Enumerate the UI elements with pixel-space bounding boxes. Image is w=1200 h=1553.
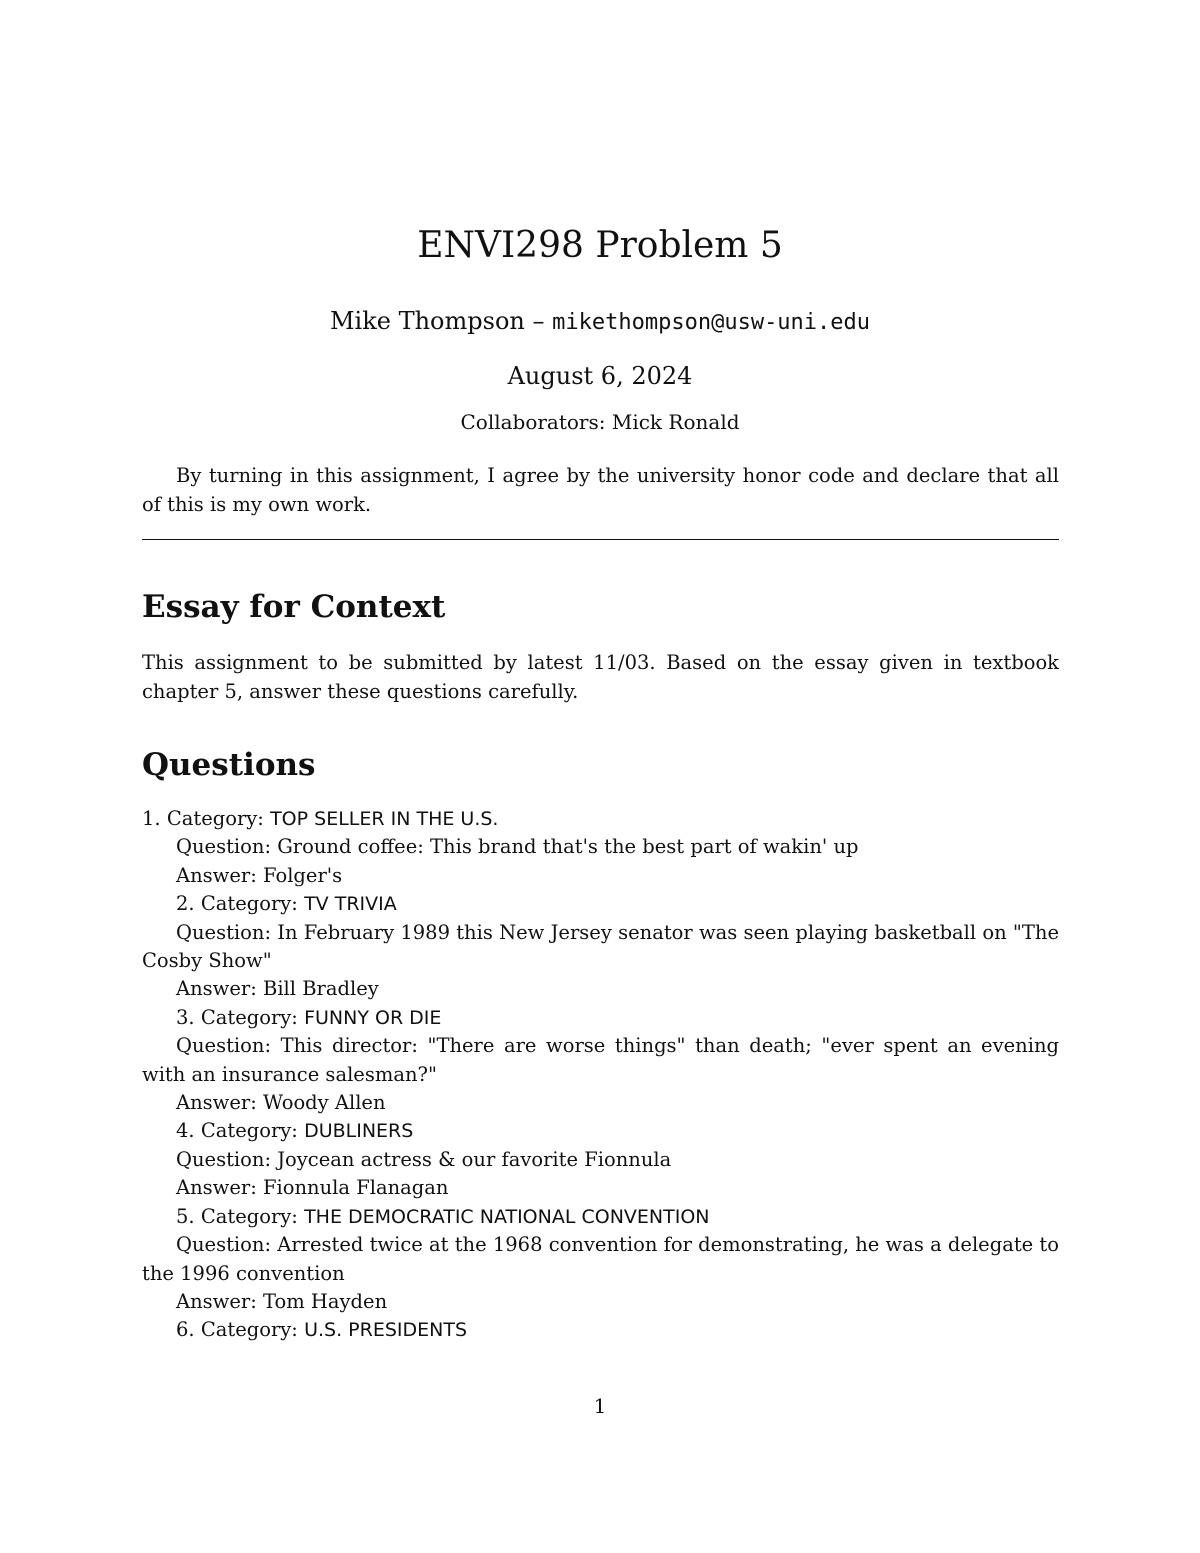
category-line: [142, 1316, 1059, 1344]
question-line: [142, 1032, 1059, 1089]
author-email[interactable]: mikethompson@usw-uni.edu: [552, 310, 871, 335]
author-name: Mike Thompson: [329, 307, 525, 335]
answer-line: [142, 862, 1059, 890]
item-number: 4.: [176, 1119, 201, 1143]
question-prefix: Question:: [176, 1034, 281, 1058]
question-text: This director: "There are worse things" than death; "ever spent an evening with an insurance salesman?": [142, 1034, 1059, 1086]
question-text: Joycean actress & our favorite Fionnula: [277, 1147, 672, 1171]
question-prefix: Question:: [176, 920, 278, 944]
item-number: 5.: [176, 1204, 201, 1228]
questions-heading: Questions: [142, 747, 316, 783]
item-number: 3.: [176, 1005, 201, 1029]
answer-line: [142, 1174, 1059, 1202]
category-value: THE DEMOCRATIC NATIONAL CONVENTION: [304, 1205, 710, 1228]
question-prefix: Question:: [176, 1233, 278, 1257]
answer-prefix: Answer:: [176, 1289, 263, 1313]
category-line: [142, 1117, 1059, 1145]
category-value: TOP SELLER IN THE U.S.: [270, 808, 499, 830]
question-line: [142, 1146, 1059, 1174]
category-line: [142, 890, 1059, 918]
collaborators: Collaborators: Mick Ronald: [460, 410, 740, 434]
page-number: 1: [593, 1394, 607, 1418]
category-value: FUNNY OR DIE: [304, 1006, 442, 1029]
category-prefix: Category:: [200, 1005, 305, 1029]
question-text: In February 1989 this New Jersey senator was seen playing basketball on "The Cosby Show": [142, 920, 1060, 973]
answer-text: Woody Allen: [262, 1091, 386, 1115]
answer-line: [142, 975, 1059, 1003]
answer-line: [142, 1288, 1059, 1316]
question-line: [142, 833, 1059, 861]
question-prefix: Question:: [176, 835, 278, 859]
questions-section: [142, 745, 1059, 785]
answer-text: Bill Bradley: [262, 977, 379, 1001]
horizontal-rule: [142, 539, 1059, 540]
question-line: [142, 919, 1059, 976]
document-title: ENVI298 Problem 5: [417, 225, 783, 266]
category-prefix: Category:: [166, 807, 271, 830]
answer-text: Folger's: [262, 863, 343, 887]
category-value: TV TRIVIA: [304, 893, 397, 916]
answer-text: Fionnula Flanagan: [262, 1176, 449, 1200]
category-value: U.S. PRESIDENTS: [304, 1319, 468, 1342]
answer-text: Tom Hayden: [262, 1289, 388, 1313]
question-text: Arrested twice at the 1968 convention for demonstrating, he was a delegate to the 1996 convention: [142, 1233, 1059, 1285]
category-prefix: Category:: [200, 892, 305, 916]
document-date: August 6, 2024: [507, 362, 693, 390]
answer-line: [142, 1089, 1059, 1117]
author-separator: –: [532, 307, 545, 335]
category-prefix: Category:: [200, 1119, 305, 1143]
item-number: 1.: [142, 807, 167, 830]
answer-prefix: Answer:: [176, 977, 263, 1001]
category-prefix: Category:: [200, 1204, 305, 1228]
item-number: 6.: [176, 1318, 201, 1342]
category-value: DUBLINERS: [304, 1120, 414, 1143]
answer-prefix: Answer:: [176, 863, 263, 887]
essay-text: This assignment to be submitted by latest 11/03. Based on the essay given in textbook chapter 5, answer these questions carefully.: [142, 651, 1059, 703]
author-line: [0, 305, 1200, 339]
question-line: [142, 1231, 1059, 1288]
essay-heading: Essay for Context: [142, 589, 446, 625]
category-line: [142, 1203, 1059, 1231]
honor-statement: By turning in this assignment, I agree by the university honor code and declare that all of this is my own work.: [142, 464, 1059, 516]
category-prefix: Category:: [200, 1318, 305, 1342]
question-prefix: Question:: [176, 1147, 278, 1171]
answer-prefix: Answer:: [176, 1091, 263, 1115]
essay-section: [142, 587, 1059, 627]
answer-prefix: Answer:: [176, 1176, 263, 1200]
question-text: Ground coffee: This brand that's the best part of wakin' up: [277, 835, 859, 859]
question-list: [142, 805, 1059, 1345]
item-number: 2.: [176, 892, 201, 916]
category-line: [142, 805, 1059, 833]
category-line: [142, 1004, 1059, 1032]
